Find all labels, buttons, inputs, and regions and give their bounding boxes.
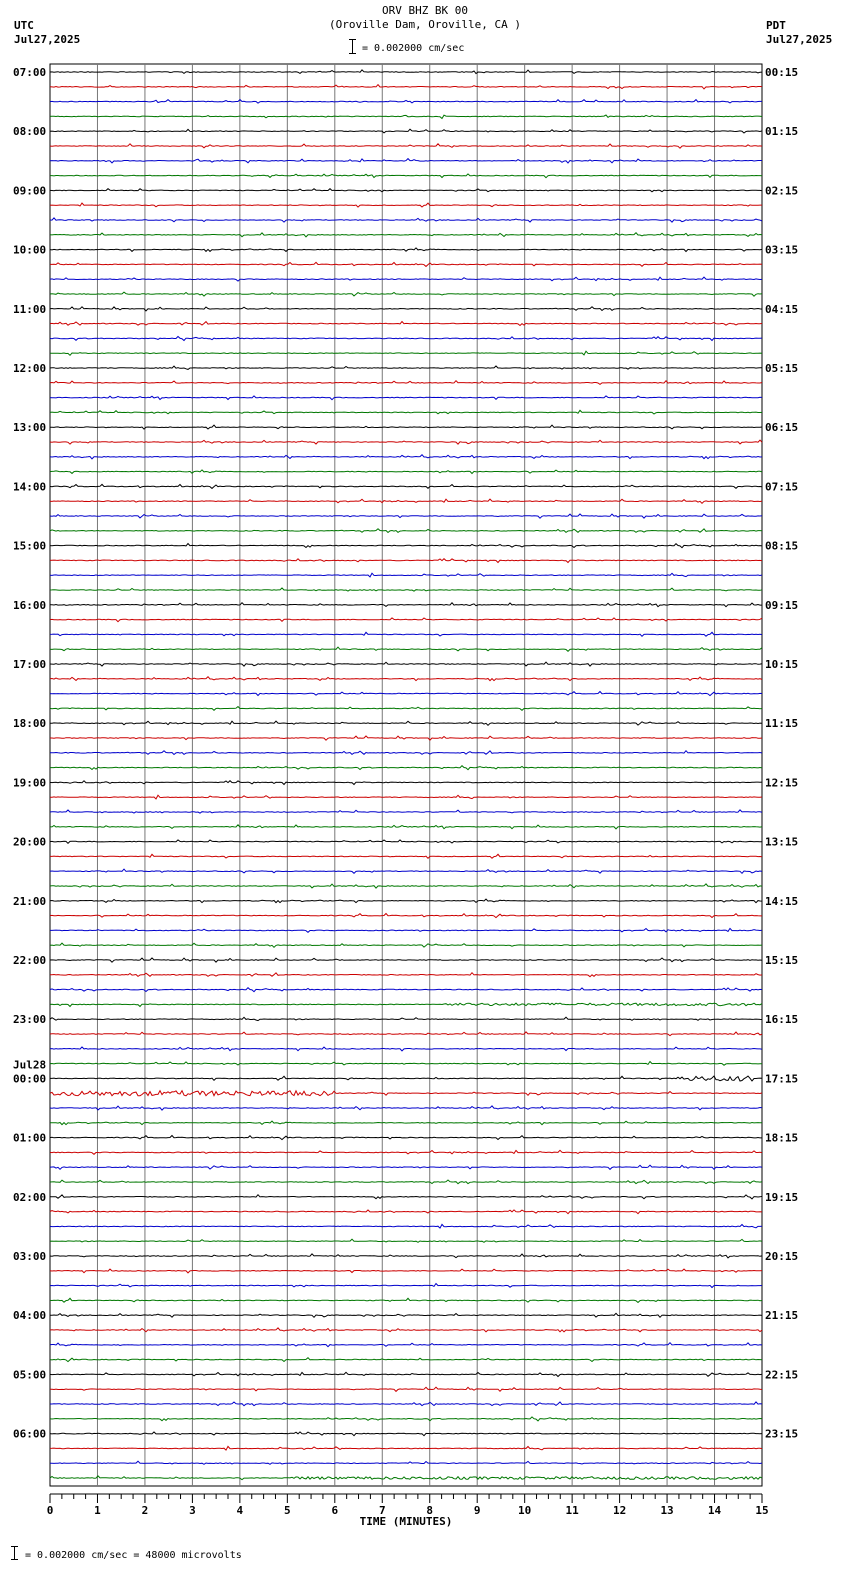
seismic-trace: [50, 766, 762, 770]
seismic-trace: [50, 1195, 762, 1199]
seismic-trace: [50, 529, 762, 533]
seismic-trace: [50, 248, 762, 252]
seismic-trace: [50, 1372, 762, 1376]
seismic-trace: [50, 736, 762, 740]
pdt-hour-label: 06:15: [765, 421, 799, 435]
pdt-hour-label: 20:15: [765, 1250, 799, 1263]
utc-hour-label: 13:00: [13, 421, 47, 435]
seismic-trace: [50, 1047, 762, 1051]
page-title: ORV BHZ BK 00: [381, 4, 469, 17]
x-tick-label: 3: [189, 1504, 196, 1517]
seismic-trace: [50, 470, 762, 474]
seismic-trace: [50, 203, 762, 207]
seismic-trace: [50, 632, 762, 636]
seismic-trace: [50, 647, 762, 651]
x-tick-label: 5: [284, 1504, 291, 1517]
pdt-hour-label: 10:15: [765, 658, 799, 671]
utc-date: Jul27,2025: [14, 33, 81, 46]
seismic-trace: [50, 1165, 762, 1169]
seismic-trace: [50, 115, 762, 119]
pdt-hour-label: 02:15: [765, 184, 799, 198]
date-change-label: Jul28: [13, 1058, 47, 1072]
utc-hour-label: 06:00: [13, 1427, 47, 1441]
seismic-trace: [50, 1298, 762, 1302]
pdt-hour-label: 16:15: [765, 1013, 799, 1027]
seismic-trace: [50, 1062, 762, 1066]
seismic-trace: [50, 366, 762, 369]
seismic-trace: [50, 425, 762, 429]
pdt-hour-label: 04:15: [765, 302, 799, 316]
seismic-trace: [50, 233, 762, 237]
utc-hour-label: 08:00: [13, 125, 47, 139]
utc-hour-label: 22:00: [13, 954, 47, 967]
seismic-trace: [50, 484, 762, 488]
pdt-hour-label: 11:15: [765, 717, 799, 731]
pdt-hour-label: 03:15: [765, 243, 799, 257]
footer-scale-bottom-cap: [11, 1559, 18, 1560]
pdt-hour-label: 00:15: [765, 66, 799, 79]
seismic-trace: [50, 1284, 762, 1288]
seismic-trace: [50, 1358, 762, 1362]
seismic-trace: [50, 351, 762, 355]
seismic-trace: [50, 1003, 762, 1006]
utc-hour-label: 09:00: [13, 184, 47, 198]
seismic-trace: [50, 573, 762, 577]
utc-hour-label: 07:00: [13, 66, 47, 79]
seismic-trace: [50, 854, 762, 858]
seismic-trace: [50, 307, 762, 311]
seismic-trace: [50, 958, 762, 962]
utc-hour-label: 17:00: [13, 658, 47, 671]
pdt-hour-label: 15:15: [765, 954, 799, 967]
seismic-trace: [50, 1150, 762, 1154]
utc-hour-label: 03:00: [13, 1250, 47, 1263]
seismic-trace: [50, 144, 762, 148]
x-tick-label: 14: [707, 1504, 722, 1517]
seismic-trace: [50, 262, 762, 266]
seismic-trace: [50, 159, 762, 163]
seismic-trace: [50, 218, 762, 222]
utc-hour-label: 14:00: [13, 480, 47, 494]
seismic-trace: [50, 928, 762, 932]
x-tick-label: 15: [755, 1504, 769, 1517]
seismic-trace: [50, 751, 762, 755]
utc-hour-label: 18:00: [13, 717, 47, 731]
seismic-trace: [50, 1239, 762, 1242]
seismic-trace: [50, 840, 762, 843]
seismic-trace: [50, 455, 762, 459]
seismic-trace: [50, 1017, 762, 1020]
plot-frame: [50, 64, 762, 1486]
seismic-trace: [50, 410, 762, 414]
pdt-hour-label: 12:15: [765, 776, 799, 790]
seismic-trace: [50, 1224, 762, 1228]
seismic-trace: [50, 1269, 762, 1273]
scale-label: = 0.002000 cm/sec: [362, 43, 465, 54]
utc-hour-label: 23:00: [13, 1013, 47, 1027]
seismic-trace: [50, 1032, 762, 1036]
seismic-trace: [50, 825, 762, 829]
utc-hour-label: 04:00: [13, 1309, 47, 1323]
seismic-trace: [50, 1417, 762, 1421]
seismic-trace: [50, 1328, 762, 1332]
x-tick-label: 1: [94, 1504, 101, 1517]
seismic-trace: [50, 677, 762, 681]
x-tick-label: 11: [565, 1504, 579, 1517]
x-tick-label: 6: [331, 1504, 339, 1517]
seismic-trace: [50, 322, 762, 326]
seismic-trace: [50, 943, 762, 947]
seismic-trace: [50, 1106, 762, 1110]
seismic-trace: [50, 277, 762, 281]
seismic-trace: [50, 1254, 762, 1258]
x-tick-label: 9: [473, 1504, 481, 1517]
seismic-trace: [50, 662, 762, 666]
seismic-trace: [50, 1091, 762, 1096]
pdt-hour-label: 23:15: [765, 1427, 799, 1441]
seismic-trace: [50, 396, 762, 400]
seismic-trace: [50, 1180, 762, 1184]
seismic-trace: [50, 1076, 762, 1081]
seismic-trace: [50, 973, 762, 977]
seismic-trace: [50, 544, 762, 548]
seismic-trace: [50, 129, 762, 133]
seismic-trace: [50, 292, 762, 296]
seismic-trace: [50, 810, 762, 813]
pdt-hour-label: 19:15: [765, 1190, 799, 1204]
pdt-hour-label: 09:15: [765, 598, 799, 612]
seismic-trace: [50, 1402, 762, 1406]
seismic-trace: [50, 174, 762, 178]
seismic-trace: [50, 1313, 762, 1317]
x-tick-label: 7: [378, 1504, 386, 1517]
utc-hour-label: 10:00: [13, 243, 47, 257]
x-tick-label: 13: [660, 1504, 674, 1517]
seismic-trace: [50, 1387, 762, 1391]
pdt-hour-label: 01:15: [765, 125, 799, 139]
footer-scale-icon: [14, 1546, 15, 1560]
seismic-trace: [50, 603, 762, 607]
pdt-hour-label: 18:15: [765, 1131, 799, 1145]
x-tick-label: 0: [46, 1504, 54, 1517]
seismic-trace: [50, 514, 762, 518]
seismic-trace: [50, 1432, 762, 1436]
seismic-trace: [50, 1210, 762, 1214]
x-tick-label: 12: [612, 1504, 627, 1517]
seismic-trace: [50, 781, 762, 785]
seismic-trace: [50, 1343, 762, 1347]
footer-scale-top-cap: [11, 1546, 18, 1547]
utc-label: UTC: [14, 19, 34, 32]
utc-hour-label: 21:00: [13, 894, 47, 908]
pdt-hour-label: 14:15: [765, 894, 799, 908]
pdt-hour-label: 22:15: [765, 1368, 799, 1382]
pdt-hour-label: 07:15: [765, 480, 799, 494]
pdt-hour-label: 05:15: [765, 362, 799, 375]
seismic-trace: [50, 884, 762, 888]
utc-hour-label: 15:00: [13, 539, 47, 553]
seismic-trace: [50, 440, 762, 444]
pdt-label: PDT: [766, 19, 786, 32]
pdt-hour-label: 17:15: [765, 1072, 799, 1086]
seismic-trace: [50, 899, 762, 903]
seismic-trace: [50, 1121, 762, 1125]
seismic-trace: [50, 189, 762, 192]
seismic-trace: [50, 721, 762, 725]
utc-hour-label: 16:00: [13, 598, 47, 612]
utc-hour-label: 02:00: [13, 1190, 47, 1204]
seismic-trace: [50, 692, 762, 696]
seismic-trace: [50, 914, 762, 918]
page-subtitle: (Oroville Dam, Oroville, CA ): [328, 18, 522, 31]
pdt-hour-label: 13:15: [765, 835, 799, 849]
seismic-trace: [50, 618, 762, 622]
x-tick-label: 10: [518, 1504, 532, 1517]
utc-hour-label: 12:00: [13, 362, 47, 375]
utc-hour-label: 11:00: [13, 302, 47, 316]
seismic-trace: [50, 1446, 762, 1450]
utc-hour-label: 01:00: [13, 1131, 47, 1145]
seismic-trace: [50, 85, 762, 89]
utc-hour-label: 05:00: [13, 1368, 47, 1382]
utc-hour-label: 20:00: [13, 835, 47, 849]
seismic-trace: [50, 337, 762, 341]
pdt-hour-label: 08:15: [765, 539, 799, 553]
seismic-trace: [50, 988, 762, 992]
seismic-trace: [50, 100, 762, 104]
seismic-trace: [50, 707, 762, 711]
x-tick-label: 8: [426, 1504, 434, 1517]
seismic-trace: [50, 795, 762, 799]
seismic-trace: [50, 588, 762, 591]
seismic-trace: [50, 381, 762, 385]
pdt-hour-label: 21:15: [765, 1309, 799, 1323]
footer-scale-note: = 0.002000 cm/sec = 48000 microvolts: [25, 1550, 242, 1561]
x-tick-label: 2: [141, 1504, 149, 1517]
seismic-trace: [50, 1476, 762, 1480]
seismic-trace: [50, 70, 762, 74]
seismic-trace: [50, 1136, 762, 1140]
seismic-trace: [50, 869, 762, 873]
x-axis-label: TIME (MINUTES): [359, 1515, 453, 1528]
utc-hour-label: 00:00: [13, 1072, 47, 1086]
x-tick-label: 4: [236, 1504, 244, 1517]
seismic-trace: [50, 1461, 762, 1464]
seismic-trace: [50, 559, 762, 563]
pdt-date: Jul27,2025: [766, 33, 833, 46]
seismic-trace: [50, 499, 762, 503]
utc-hour-label: 19:00: [13, 776, 47, 790]
